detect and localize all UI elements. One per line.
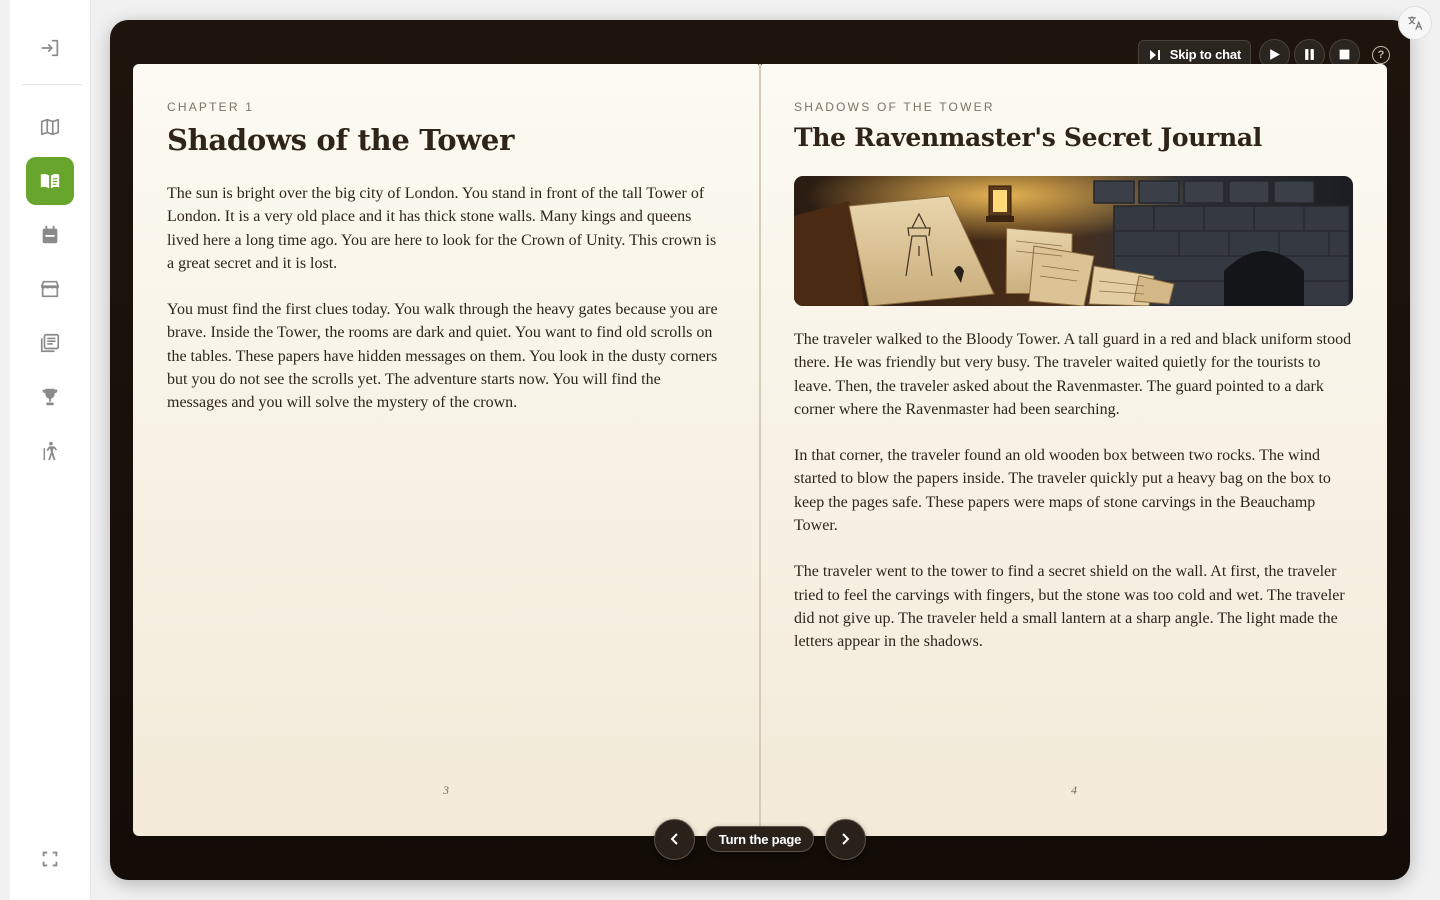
help-icon: ? bbox=[1377, 48, 1385, 61]
journal-illustration bbox=[794, 176, 1353, 306]
stop-icon bbox=[1338, 48, 1351, 61]
translate-icon bbox=[1406, 14, 1424, 32]
help-button[interactable] bbox=[1372, 46, 1390, 64]
next-page-button[interactable] bbox=[825, 819, 866, 860]
storybook bbox=[110, 20, 1410, 880]
skip-icon bbox=[1149, 49, 1161, 61]
sidebar-item-adventure[interactable] bbox=[26, 427, 74, 475]
translate-button[interactable] bbox=[1398, 6, 1432, 40]
page-number: 4 bbox=[1071, 783, 1077, 797]
calendar-icon bbox=[39, 224, 61, 246]
sidebar-item-map[interactable] bbox=[26, 103, 74, 151]
store-icon bbox=[39, 278, 61, 300]
chapter-label: CHAPTER 1 bbox=[167, 100, 255, 114]
exit-icon bbox=[39, 37, 61, 59]
sidebar-item-store[interactable] bbox=[26, 265, 74, 313]
pause-icon bbox=[1303, 48, 1316, 61]
previous-page-button[interactable] bbox=[654, 819, 695, 860]
library-icon bbox=[39, 332, 61, 354]
hiker-icon bbox=[39, 440, 61, 462]
sidebar-item-library[interactable] bbox=[26, 319, 74, 367]
page-navigation bbox=[654, 818, 866, 860]
page-number: 3 bbox=[443, 783, 449, 797]
book-icon bbox=[39, 170, 61, 192]
turn-the-page-label: Turn the page bbox=[706, 826, 814, 852]
chevron-left-icon bbox=[668, 832, 682, 846]
play-icon bbox=[1268, 48, 1281, 61]
paragraph: The traveler went to the tower to find a secret shield on the wall. At first, the traveler tried to feel the carvings with fingers, but the stone was too cold and wet. The traveler did not give up. The traveler held a small lantern at a sharp angle. The light made the letters appear in the shadows. bbox=[794, 563, 1345, 651]
paragraph: In that corner, the traveler found an old wooden box between two rocks. The wind started to blow the papers inside. The traveler quickly put a heavy bag on the box to keep the pages safe. These papers were maps of stone carvings in the Beauchamp Tower. bbox=[794, 447, 1331, 535]
sidebar-divider bbox=[22, 84, 82, 85]
exit-button[interactable] bbox=[26, 24, 74, 72]
sidebar-item-calendar[interactable] bbox=[26, 211, 74, 259]
fullscreen-button[interactable] bbox=[26, 835, 74, 883]
section-title: The Ravenmaster's Secret Journal bbox=[794, 123, 1262, 152]
paragraph: You must find the first clues today. You walk through the heavy gates because you are brave. Inside the Tower, the rooms are dark and quiet. You want to find old scrolls on the tables. These papers have hidden messages on them. You look in the dusty corners but you do not see the scrolls yet. The adventure starts now. You will find the messages and you will solve the mystery of the crown. bbox=[167, 301, 718, 412]
paragraph: The traveler walked to the Bloody Tower. A tall guard in a red and black uniform stood there. He was friendly but very busy. The traveler waited quietly for the tourists to leave. Then, the traveler asked about the Ravenmaster. The guard pointed to a dark corner where the Ravenmaster had been searching. bbox=[794, 331, 1352, 418]
left-page bbox=[133, 64, 759, 836]
skip-to-chat-label: Skip to chat bbox=[1169, 47, 1241, 62]
chapter-title: Shadows of the Tower bbox=[167, 123, 515, 157]
trophy-icon bbox=[39, 386, 61, 408]
map-icon bbox=[39, 116, 61, 138]
sidebar-item-book[interactable] bbox=[26, 157, 74, 205]
story-label: SHADOWS OF THE TOWER bbox=[794, 100, 995, 114]
fullscreen-icon bbox=[39, 848, 61, 870]
paragraph: The sun is bright over the big city of London. You stand in front of the tall Tower of London. It is a very old place and it has thick stone walls. Many kings and queens lived here a long time ago. You are here to look for the Crown of Unity. This crown is a great secret and it is lost. bbox=[167, 185, 717, 272]
right-page bbox=[761, 64, 1387, 836]
chevron-right-icon bbox=[838, 832, 852, 846]
sidebar bbox=[10, 0, 91, 900]
sidebar-item-trophies[interactable] bbox=[26, 373, 74, 421]
